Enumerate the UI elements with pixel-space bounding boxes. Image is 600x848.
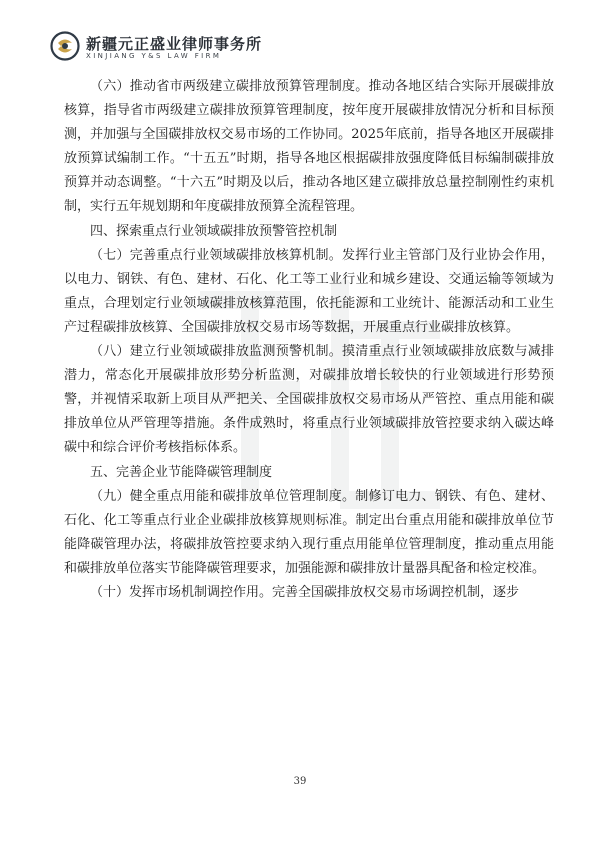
paragraph-7: （七）完善重点行业领域碳排放核算机制。发挥行业主管部门及行业协会作用，以电力、钢铁、有色、建材、石化、化工等工业行业和城乡建设、交通运输等领域为重点，合理划定行业领域碳排放核算范围，依托能源和工业统计、能源活动和工业生产过程碳排放核算、全国碳排放权交易市场等数据，开展重点行业碳排放核算。 (64, 247, 554, 335)
section-heading-5: 五、完善企业节能降碳管理制度 (90, 464, 273, 480)
paragraph-10: （十）发挥市场机制调控作用。完善全国碳排放权交易市场调控机制，逐步 (90, 584, 520, 600)
firm-header (50, 31, 310, 71)
section-heading-4: 四、探索重点行业领域碳排放预警管控机制 (90, 223, 338, 239)
firm-name-cn: 新疆元正盛业律师事务所 (86, 35, 263, 53)
paragraph-6: （六）推动省市两级建立碳排放预算管理制度。推动各地区结合实际开展碳排放核算，指导省市两级建立碳排放预算管理制度，按年度开展碳排放情况分析和目标预测，并加强与全国碳排放权交易市场的工作协同。2025年底前，指导各地区开展碳排放预算试编制工作。“十五五”时期，指导各地区根据碳排放强度降低目标编制碳排放预算并动态调整。“十六五”时期及以后，推动各地区建立碳排放总量控制刚性约束机制，实行五年规划期和年度碳排放预算全流程管理。 (64, 79, 554, 215)
page-number: 39 (293, 776, 307, 787)
firm-name-en: XINJIANG Y&S LAW FIRM (86, 52, 222, 60)
document-body (64, 75, 554, 605)
paragraph-9: （九）健全重点用能和碳排放单位管理制度。制修订电力、钢铁、有色、建材、石化、化工等重点行业企业碳排放核算规则标准。制定出台重点用能和碳排放单位节能降碳管理办法，将碳排放管控要求纳入现行重点用能单位管理制度，推动重点用能和碳排放单位落实节能降碳管理要求，加强能源和碳排放计量器具配备和检定校准。 (64, 488, 554, 576)
paragraph-8: （八）建立行业领域碳排放监测预警机制。摸清重点行业领域碳排放底数与减排潜力，常态化开展碳排放形势分析监测，对碳排放增长较快的行业领域进行形势预警，并视情采取新上项目从严把关、全国碳排放权交易市场从严管控、重点用能和碳排放单位从严管理等措施。条件成熟时，将重点行业领域碳排放管控要求纳入碳达峰碳中和综合评价考核指标体系。 (64, 344, 554, 456)
firm-logo-icon (50, 31, 80, 61)
